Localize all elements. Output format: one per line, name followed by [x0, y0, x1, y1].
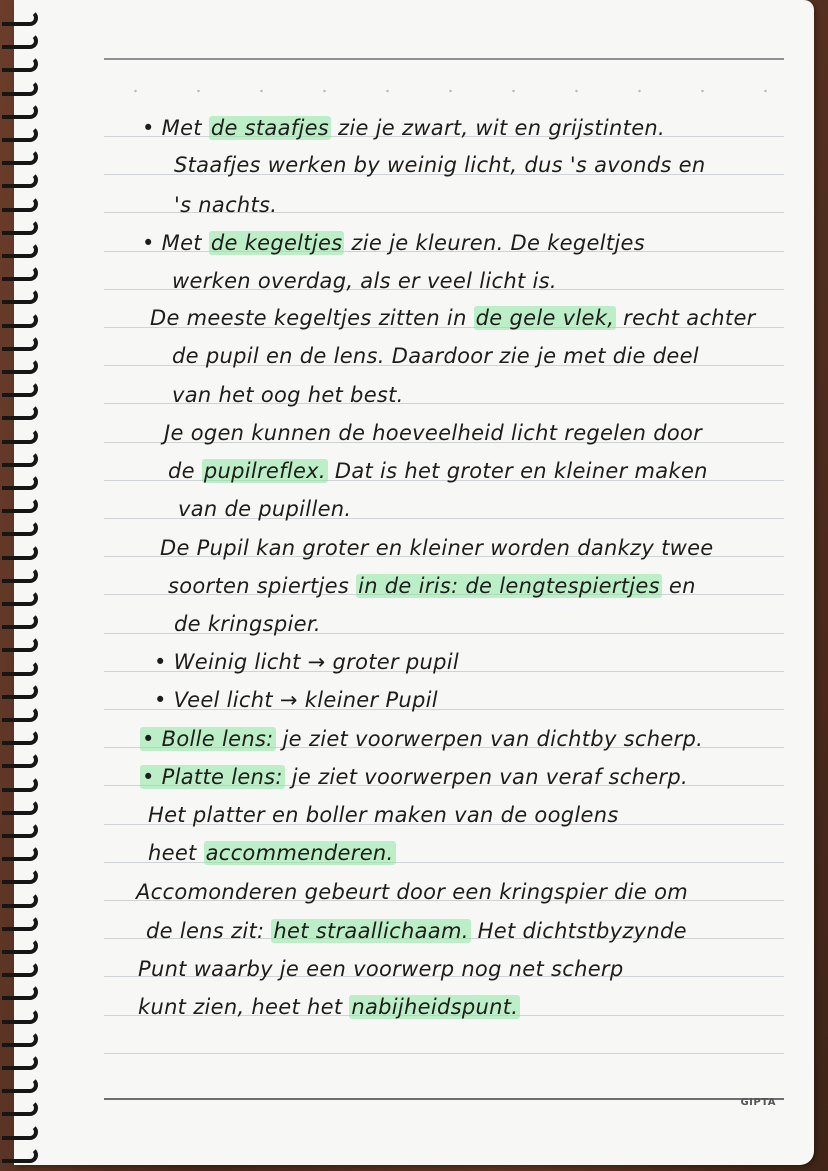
note-line-16 — [154, 685, 438, 715]
spiral-coil — [2, 219, 38, 235]
spiral-coil — [2, 892, 38, 908]
highlighted-text: de staafjes — [210, 116, 330, 140]
spiral-coil — [2, 1124, 38, 1140]
spiral-coil — [2, 33, 38, 49]
spiral-coil — [2, 1077, 38, 1093]
note-text: kunt zien, heet het — [138, 995, 350, 1019]
spiral-coil — [2, 80, 38, 96]
spiral-coil — [2, 126, 38, 142]
spiral-coil — [2, 265, 38, 281]
brand-mark: GIPTA — [740, 1097, 776, 1108]
note-text: • Weinig licht → groter pupil — [154, 650, 460, 674]
note-line-20 — [148, 838, 396, 868]
spiral-coil — [2, 729, 38, 745]
note-text: soorten spiertjes — [168, 574, 357, 598]
note-text: • Veel licht → kleiner Pupil — [154, 688, 438, 712]
highlighted-text: • Bolle lens: — [142, 727, 274, 751]
highlighted-text: de gele vlek, — [475, 306, 615, 330]
spiral-coil — [2, 1031, 38, 1047]
spiral-coil — [2, 358, 38, 374]
note-line-2 — [174, 150, 705, 180]
note-line-17 — [140, 724, 703, 754]
spiral-coil — [2, 590, 38, 606]
highlighted-text: nabijheidspunt. — [351, 995, 519, 1019]
spiral-coil — [2, 1054, 38, 1070]
spiral-coil — [2, 1147, 38, 1163]
spiral-coil — [2, 984, 38, 1000]
spiral-coil — [2, 1008, 38, 1024]
spiral-coil — [2, 683, 38, 699]
spiral-coil — [2, 172, 38, 188]
spiral-coil — [2, 660, 38, 676]
spiral-coil — [2, 822, 38, 838]
spiral-coil — [2, 915, 38, 931]
spiral-coil — [2, 567, 38, 583]
note-text: Je ogen kunnen de hoeveelheid licht regelen door — [164, 421, 703, 445]
highlighted-text: in de iris: de lengtespiertjes — [358, 574, 660, 598]
notebook-page — [14, 0, 814, 1165]
highlighted-text: het straallichaam. — [273, 919, 469, 943]
note-text: zie je zwart, wit en grijstinten. — [331, 116, 666, 140]
spiral-coil — [2, 474, 38, 490]
note-text: je ziet voorwerpen van dichtby scherp. — [275, 727, 704, 751]
note-line-14 — [174, 609, 321, 639]
note-line-18 — [140, 762, 688, 792]
note-line-8 — [172, 380, 404, 410]
note-text: zie je kleuren. De kegeltjes — [344, 231, 645, 255]
note-line-7 — [172, 341, 699, 371]
spiral-binding — [0, 0, 40, 1171]
note-line-9 — [164, 418, 702, 448]
note-line-23 — [138, 954, 624, 984]
spiral-coil — [2, 404, 38, 420]
spiral-coil — [2, 497, 38, 513]
note-text: van het oog het best. — [172, 383, 404, 407]
spiral-coil — [2, 428, 38, 444]
spiral-coil — [2, 335, 38, 351]
note-line-5 — [172, 266, 557, 296]
highlighted-text: pupilreflex. — [203, 459, 326, 483]
note-text: werken overdag, als er veel licht is. — [172, 269, 557, 293]
spiral-coil — [2, 961, 38, 977]
note-text: Punt waarby je een voorwerp nog net scherp — [138, 957, 624, 981]
note-line-1 — [142, 113, 665, 143]
note-line-4 — [142, 228, 645, 258]
note-text: Staafjes werken by weinig licht, dus 's avonds en — [174, 153, 706, 177]
note-line-24 — [138, 992, 520, 1022]
spiral-coil — [2, 103, 38, 119]
spiral-coil — [2, 776, 38, 792]
note-text: van de pupillen. — [178, 497, 352, 521]
highlighted-text: de kegeltjes — [210, 231, 343, 255]
spiral-coil — [2, 544, 38, 560]
note-line-3 — [174, 190, 277, 220]
spiral-coil — [2, 868, 38, 884]
spiral-coil — [2, 10, 38, 26]
spiral-coil — [2, 938, 38, 954]
note-line-10 — [168, 456, 708, 486]
note-text: de — [168, 459, 202, 483]
note-line-21 — [136, 877, 688, 907]
note-text: De meeste kegeltjes zitten in — [150, 306, 474, 330]
highlighted-text: • Platte lens: — [142, 765, 283, 789]
note-text: de kringspier. — [174, 612, 321, 636]
note-line-13 — [168, 571, 696, 601]
note-text: de pupil en de lens. Daardoor zie je met die deel — [172, 344, 699, 368]
spiral-coil — [2, 845, 38, 861]
note-text: de lens zit: — [146, 919, 272, 943]
spiral-coil — [2, 613, 38, 629]
note-text: Dat is het groter en kleiner maken — [327, 459, 708, 483]
spiral-coil — [2, 196, 38, 212]
spiral-coil — [2, 451, 38, 467]
note-text: • Met — [142, 116, 209, 140]
spiral-coil — [2, 242, 38, 258]
note-text: Het dichtstbyzynde — [470, 919, 687, 943]
spiral-coil — [2, 56, 38, 72]
note-line-11 — [178, 494, 351, 524]
note-text: De Pupil kan groter en kleiner worden dankzy twee — [160, 536, 714, 560]
spiral-coil — [2, 149, 38, 165]
spiral-coil — [2, 312, 38, 328]
spiral-coil — [2, 752, 38, 768]
note-line-19 — [148, 800, 619, 830]
handwritten-notes — [14, 0, 814, 1165]
note-text: recht achter — [616, 306, 756, 330]
note-line-22 — [146, 916, 687, 946]
note-line-12 — [160, 533, 714, 563]
spiral-coil — [2, 520, 38, 536]
note-text: je ziet voorwerpen van veraf scherp. — [284, 765, 688, 789]
spiral-coil — [2, 706, 38, 722]
note-text: Accomonderen gebeurt door een kringspier die om — [136, 880, 688, 904]
note-line-6 — [150, 303, 756, 333]
note-text: en — [661, 574, 696, 598]
spiral-coil — [2, 1100, 38, 1116]
highlighted-text: accommenderen. — [205, 841, 394, 865]
spiral-coil — [2, 381, 38, 397]
spiral-coil — [2, 799, 38, 815]
note-text: 's nachts. — [174, 193, 278, 217]
spiral-coil — [2, 636, 38, 652]
note-line-15 — [154, 647, 459, 677]
note-text: heet — [148, 841, 204, 865]
note-text: • Met — [142, 231, 209, 255]
note-text: Het platter en boller maken van de ooglens — [148, 803, 619, 827]
spiral-coil — [2, 288, 38, 304]
